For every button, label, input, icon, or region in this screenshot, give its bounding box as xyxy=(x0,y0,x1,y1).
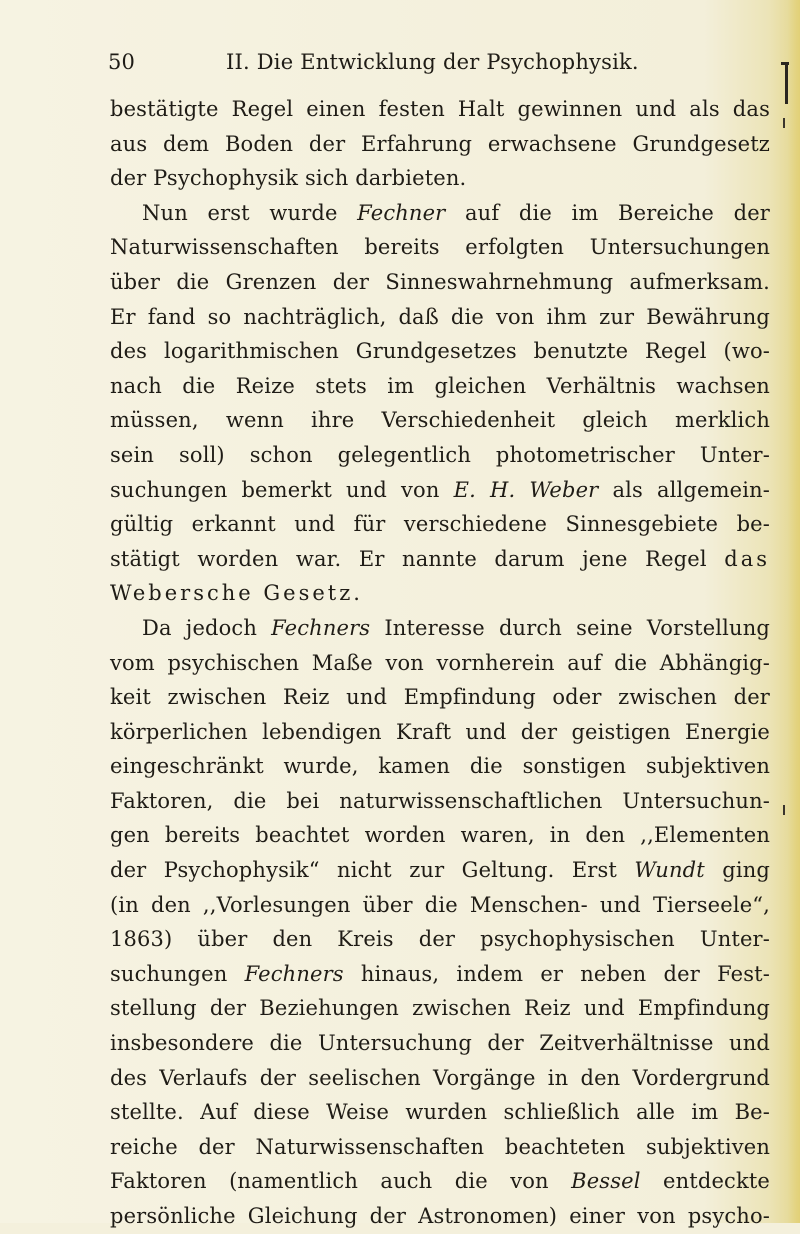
text-line xyxy=(110,92,770,127)
text-run: eingeschränkt wurde, kamen die sonstigen subjektiven xyxy=(110,754,770,779)
margin-tick xyxy=(783,805,785,815)
text-line xyxy=(110,818,770,853)
text-line xyxy=(110,507,770,542)
text-run: der Psychophysik“ nicht zur Geltung. Erst xyxy=(110,858,635,883)
text-line xyxy=(110,265,770,300)
text-run: stätigt worden war. Er nannte darum jene Regel xyxy=(110,546,725,571)
text-run: Er fand so nachträglich, daß die von ihm zur Bewährung xyxy=(110,304,770,329)
text-run: bestätigte Regel einen festen Halt gewinnen und als das xyxy=(110,97,770,121)
text-run: auf die im Bereiche der xyxy=(445,200,770,225)
text-run: sein soll) schon gelegentlich photometrischer Unter- xyxy=(110,442,770,467)
text-run: (in den ,,Vorlesungen über die Menschen- und Tierseele“, xyxy=(110,892,770,917)
italic-name: E. H. Weber xyxy=(453,477,599,502)
text-line xyxy=(110,403,770,438)
text-line xyxy=(110,542,770,577)
text-line xyxy=(110,749,770,784)
italic-name: Wundt xyxy=(634,858,705,883)
text-line xyxy=(110,1130,770,1165)
text-run: reiche der Naturwissenschaften beachteten subjektiven xyxy=(110,1134,770,1159)
text-line xyxy=(110,473,770,508)
text-run: aus dem Boden der Erfahrung erwachsene Grundgesetz xyxy=(110,131,770,156)
text-run: persönliche Gleichung der Astronomen) einer von psycho- xyxy=(110,1204,770,1228)
margin-tick xyxy=(783,118,785,128)
text-run: stellte. Auf diese Weise wurden schließlich alle im Be- xyxy=(110,1100,770,1125)
text-run: Faktoren (namentlich auch die von xyxy=(110,1169,572,1194)
spaced-text: Webersche Gesetz. xyxy=(110,581,363,606)
spaced-text: das xyxy=(724,546,770,571)
text-run: Da jedoch xyxy=(142,615,272,640)
text-run: Naturwissenschaften bereits erfolgten Untersuchungen xyxy=(110,235,770,260)
text-line xyxy=(110,784,770,819)
text-line xyxy=(110,576,770,611)
text-run: körperlichen lebendigen Kraft und der geistigen Energie xyxy=(110,719,770,744)
text-run: über die Grenzen der Sinneswahrnehmung aufmerksam. xyxy=(110,269,770,294)
text-line xyxy=(110,680,770,715)
text-run: gültig erkannt und für verschiedene Sinnesgebiete be- xyxy=(110,512,770,537)
italic-name: Fechner xyxy=(357,200,446,225)
body-text xyxy=(110,92,770,1234)
text-line xyxy=(110,1199,770,1234)
text-run: suchungen bemerkt und von xyxy=(110,477,454,502)
text-run: entdeckte xyxy=(640,1169,770,1194)
text-run: Faktoren, die bei naturwissenschaftlichen Untersuchun- xyxy=(110,788,770,813)
text-line xyxy=(110,922,770,957)
text-line xyxy=(110,715,770,750)
margin-mark xyxy=(785,62,788,104)
text-line xyxy=(110,161,770,196)
text-line xyxy=(110,991,770,1026)
text-line xyxy=(110,853,770,888)
text-run: vom psychischen Maße von vornherein auf die Abhängig- xyxy=(110,650,770,675)
text-line xyxy=(110,1026,770,1061)
text-run: insbesondere die Untersuchung der Zeitverhältnisse und xyxy=(110,1031,770,1056)
text-run: müssen, wenn ihre Verschiedenheit gleich merklich xyxy=(110,408,770,433)
italic-name: Fechners xyxy=(271,615,371,640)
text-run: ging xyxy=(704,858,770,883)
text-run: Interesse durch seine Vorstellung xyxy=(370,615,770,640)
text-line xyxy=(110,646,770,681)
page-number: 50 xyxy=(108,50,136,74)
text-run: hinaus, indem er neben der Fest- xyxy=(343,961,770,986)
text-run: keit zwischen Reiz und Empfindung oder zwischen der xyxy=(110,685,770,710)
text-line xyxy=(110,334,770,369)
text-run: der Psychophysik sich darbieten. xyxy=(110,166,467,191)
text-run: als allgemein- xyxy=(598,477,770,502)
text-line xyxy=(110,438,770,473)
text-line xyxy=(110,888,770,923)
text-line xyxy=(110,1095,770,1130)
text-run: stellung der Beziehungen zwischen Reiz und Empfindung xyxy=(110,996,770,1021)
text-line xyxy=(110,611,770,646)
text-run: des logarithmischen Grundgesetzes benutzte Regel (wo- xyxy=(110,339,770,364)
running-head: II. Die Entwicklung der Psychophysik. xyxy=(226,50,639,74)
text-line xyxy=(110,300,770,335)
text-run: suchungen xyxy=(110,961,245,986)
text-line xyxy=(110,127,770,162)
text-line xyxy=(110,1061,770,1096)
text-run: Nun erst wurde xyxy=(142,200,358,225)
text-run: nach die Reize stets im gleichen Verhältnis wachsen xyxy=(110,373,770,398)
text-line xyxy=(110,957,770,992)
page-edge-shading xyxy=(788,0,800,1223)
italic-name: Bessel xyxy=(571,1169,641,1194)
text-run: gen bereits beachtet worden waren, in den ,,Elementen xyxy=(110,823,770,848)
text-line xyxy=(110,369,770,404)
text-line xyxy=(110,1164,770,1199)
text-run: 1863) über den Kreis der psychophysischen Unter- xyxy=(110,927,770,952)
text-run: des Verlaufs der seelischen Vorgänge in den Vordergrund xyxy=(110,1065,770,1090)
text-line xyxy=(110,230,770,265)
page-header xyxy=(108,50,728,84)
italic-name: Fechners xyxy=(244,961,344,986)
text-line xyxy=(110,196,770,231)
